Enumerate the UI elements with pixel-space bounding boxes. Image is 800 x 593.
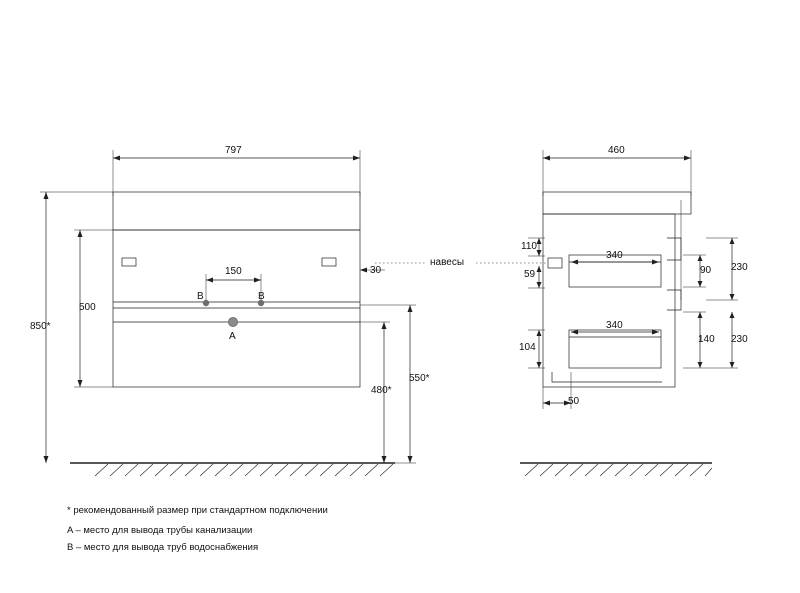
dim-label-340-lower: 340 (606, 320, 623, 331)
dim-label-500: 500 (79, 302, 96, 313)
side-hanger-upper (667, 238, 681, 260)
marker-a-label: A (229, 331, 236, 342)
side-handle-fitting (548, 258, 562, 268)
dim-label-550: 550* (409, 373, 430, 384)
dim-label-140: 140 (698, 334, 715, 345)
side-drawer-lower (569, 330, 661, 368)
dim-label-230-upper: 230 (731, 262, 748, 273)
side-cabinet-body (543, 214, 675, 387)
front-floor-hatch (95, 464, 393, 476)
dim-label-104: 104 (519, 342, 536, 353)
legend-line-1: * рекомендованный размер при стандартном подключении (67, 505, 328, 516)
dim-label-850: 850* (30, 321, 51, 332)
front-countertop (113, 192, 360, 230)
dim-label-797: 797 (225, 145, 242, 156)
legend-line-2: A – место для вывода трубы канализации (67, 525, 253, 536)
marker-a-dot (228, 317, 237, 326)
dim-label-30: 30 (370, 265, 382, 276)
marker-b-right-label: B (258, 291, 265, 302)
dim-label-230-lower: 230 (731, 334, 748, 345)
dim-label-110: 110 (521, 241, 537, 252)
dim-label-59: 59 (524, 269, 536, 280)
side-hanger-lower (667, 290, 681, 310)
dim-label-150: 150 (225, 266, 242, 277)
side-countertop (543, 192, 691, 214)
front-handle-right (322, 258, 336, 266)
dim-label-340-upper: 340 (606, 250, 623, 261)
dim-label-460: 460 (608, 145, 625, 156)
dim-label-90: 90 (700, 265, 712, 276)
annotation-hangers: навесы (430, 257, 465, 268)
side-base-rail (552, 372, 662, 382)
dim-label-50: 50 (568, 396, 580, 407)
side-floor-hatch (525, 464, 712, 476)
front-cabinet-body (113, 230, 360, 387)
front-handle-left (122, 258, 136, 266)
legend-line-3: B – место для вывода труб водоснабжения (67, 542, 259, 553)
marker-b-left-label: B (197, 291, 204, 302)
dim-label-480: 480* (371, 385, 392, 396)
